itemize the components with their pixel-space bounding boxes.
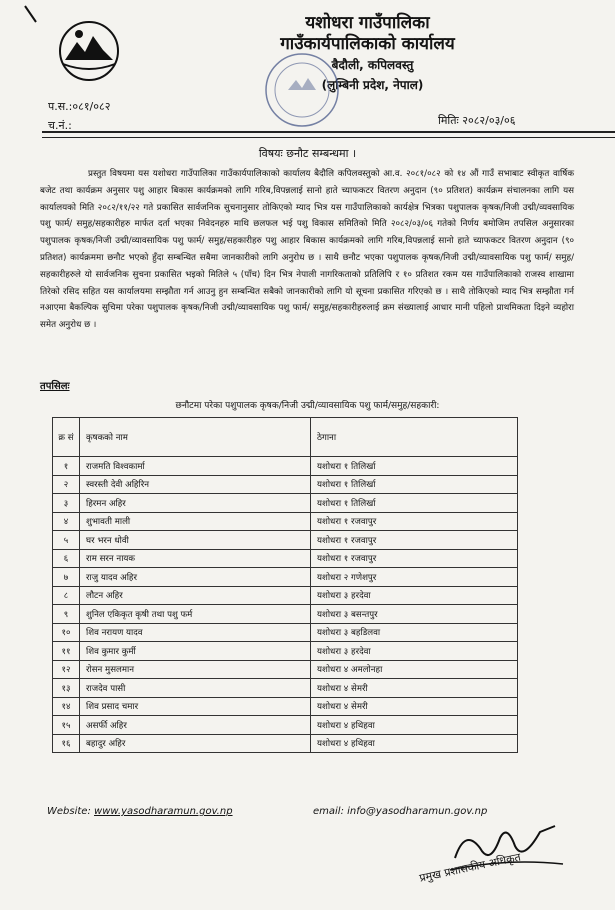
address-cell: यशोधरा २ गणेशपुर <box>311 568 518 587</box>
footer-website <box>47 806 233 817</box>
email-address[interactable]: info@yasodharamun.gov.np <box>347 806 488 817</box>
address-cell: यशोधरा ३ बसन्तपुर <box>311 605 518 624</box>
serial-cell: ७ <box>53 568 80 587</box>
office-province: (लुम्बिनी प्रदेश, नेपाल) <box>321 78 424 92</box>
office-stamp <box>262 50 342 130</box>
table-row <box>53 568 518 587</box>
farmer-name-cell: शिव प्रसाद चमार <box>80 697 311 716</box>
serial-cell: ९ <box>53 605 80 624</box>
farmer-name-cell: राम सरन नायक <box>80 549 311 568</box>
address-cell: यशोधरा १ तिलिर्खा <box>311 494 518 513</box>
footer-email <box>313 806 487 817</box>
address-cell: यशोधरा ४ सेमरी <box>311 697 518 716</box>
serial-cell: ५ <box>53 531 80 550</box>
subject-line: विषयः छनौट सम्बन्धमा । <box>258 147 357 160</box>
selected-farmers-table <box>52 417 518 753</box>
website-label: Website: <box>47 806 91 817</box>
serial-cell: १४ <box>53 697 80 716</box>
farmer-name-cell: रोसन मुसलमान <box>80 660 311 679</box>
farmer-name-cell: घर भरन धोवी <box>80 531 311 550</box>
farmer-name-cell: राजु यादव अहिर <box>80 568 311 587</box>
serial-cell: १० <box>53 623 80 642</box>
address-cell: यशोधरा ४ सेमरी <box>311 679 518 698</box>
column-header-name: कृषकको नाम <box>80 418 311 457</box>
table-row <box>53 642 518 661</box>
serial-cell: १२ <box>53 660 80 679</box>
address-cell: यशोधरा ४ हथिहवा <box>311 734 518 753</box>
column-header-address: ठेगाना <box>311 418 518 457</box>
corner-slash-mark <box>0 0 40 40</box>
table-header-row <box>53 418 518 457</box>
serial-cell: ६ <box>53 549 80 568</box>
municipality-logo-icon <box>57 20 121 82</box>
address-cell: यशोधरा १ रजवापुर <box>311 512 518 531</box>
serial-cell: २ <box>53 475 80 494</box>
table-row <box>53 475 518 494</box>
address-cell: यशोधरा १ रजवापुर <box>311 531 518 550</box>
table-row <box>53 549 518 568</box>
details-heading: तपसिलः <box>40 381 70 392</box>
table-row <box>53 679 518 698</box>
farmer-name-cell: राजमति विश्वकार्मा <box>80 457 311 476</box>
email-label: email: <box>313 806 344 817</box>
farmer-name-cell: शुभावती माली <box>80 512 311 531</box>
address-cell: यशोधरा ४ अमलोनहा <box>311 660 518 679</box>
address-cell: यशोधरा ४ हथिहवा <box>311 716 518 735</box>
reference-number: प.स.:०८१/०८२ <box>48 100 111 113</box>
address-cell: यशोधरा ३ हरदेवा <box>311 642 518 661</box>
farmer-name-cell: लौटन अहिर <box>80 586 311 605</box>
serial-cell: १६ <box>53 734 80 753</box>
table-row <box>53 605 518 624</box>
farmer-name-cell: स्वरस्ती देवी अहिरिन <box>80 475 311 494</box>
dispatch-number: च.नं.: <box>48 119 72 132</box>
farmer-name-cell: हिरमन अहिर <box>80 494 311 513</box>
header-divider-thin <box>42 137 615 138</box>
table-row <box>53 494 518 513</box>
serial-cell: ८ <box>53 586 80 605</box>
signatory-title: प्रमुख प्रशासकीय अधिकृत <box>418 850 522 885</box>
website-link[interactable]: www.yasodharamun.gov.np <box>94 806 233 817</box>
column-header-serial: क्र सं <box>53 418 80 457</box>
table-row <box>53 457 518 476</box>
table-row <box>53 512 518 531</box>
address-cell: यशोधरा १ तिलिर्खा <box>311 457 518 476</box>
address-cell: यशोधरा १ रजवापुर <box>311 549 518 568</box>
farmer-name-cell: असर्फी अहिर <box>80 716 311 735</box>
serial-cell: १३ <box>53 679 80 698</box>
header-divider <box>42 131 615 133</box>
serial-cell: १ <box>53 457 80 476</box>
table-row <box>53 586 518 605</box>
address-cell: यशोधरा १ तिलिर्खा <box>311 475 518 494</box>
office-location: बैदौली, कपिलवस्तु <box>331 58 414 72</box>
table-row <box>53 660 518 679</box>
farmer-name-cell: बहादुर अहिर <box>80 734 311 753</box>
table-row <box>53 623 518 642</box>
office-subtitle: गाउँकार्यपालिकाको कार्यालय <box>280 34 455 54</box>
table-row <box>53 734 518 753</box>
notice-body: प्रस्तुत विषयमा यस यशोधरा गाउँपालिका गाउँकार्यपालिकाको कार्यालय बैदौलि कपिलवस्तुको आ.व. २०८१/०८२ को १४ औं गाउँ सभाबाट स्वीकृत वार्षिक बजेट तथा कार्यक्रम अनुसार पशु आहार बिकास कार्यक्रमको लागि गरिब,विपन्नलाई सानो हाते च्याफकटर वितरण अनुदान (९० प्रतिशत) कार्यक्रम संचालनका लागि यस कार्यालयको मिति २०८२/११/२२ गते प्रकासित सार्वजनिक सुचनानुसार तोकिएको म्याद भित्र यस गाउँपालिकाको कार्यक्षेत्र भित्रका पशुपालक कृषक/निजी उद्मी/व्यवसायिक पशु फार्म/ समुह/सहकारीहरु मार्फत दर्ता भएका निवेदनहरु माथि छलफल भई पशु विकास समितिको मिति २०८२/०३/०६ गतेको निर्णय बमोजिम तपसिल अनुसारका पशुपालक कृषक/निजी उद्मी/व्यावसायिक पशु फार्म/ समुह/सहकारीहरु पशु आहार बिकास कार्यक्रमको लागि गरिब,विपन्नलाई सानो हाते च्याफकटर वितरण अनुदान (९० प्रतिशत) कार्यक्रममा छनौट भएको हुँदा सम्बन्धित सबैमा जानकारीको लागि अनुरोध छ । साथै छनौट भएका पशुपालक कृषक/निजी उद्मी/व्यावसायिक पशु फार्म/ समुह/सहकारीहरुले यो सार्वजनिक सुचना प्रकासित भइको मितिले ५ (पाँच) दिन भित्र नेपाली नागरिकताको प्रतिलिपि र १० प्रतिशत रकम यस गाउँपालिकाको राजस्व शाखामा तिरेको रसिद सहित यस कार्यालयमा सम्झौता गर्न आउनु हुन सम्बन्धित सबैको जानकारीको लागि यो सूचना प्रकासित गरिएको छ । साथै तोकिएको म्याद भित्र सम्झौता गर्न नआएमा बैकल्पिक सुचिमा परेका पशुपालक कृषक/निजी उद्मी/व्यावसायिक पशु फार्म/ समुह/सहकारीहरुलाई क्रम संख्यालाई आधार मानी पहिलो प्राथमिकता दिइने व्यहोरा समेत अनुरोध छ । <box>40 169 574 331</box>
address-cell: यशोधरा ३ बहडिलवा <box>311 623 518 642</box>
serial-cell: ११ <box>53 642 80 661</box>
serial-cell: १५ <box>53 716 80 735</box>
table-caption: छनौटमा परेका पशुपालक कृषक/निजी उद्मी/व्यावसायिक पशु फार्म/समुह/सहकारी: <box>175 401 440 411</box>
address-cell: यशोधरा ३ हरदेवा <box>311 586 518 605</box>
table-row <box>53 697 518 716</box>
farmer-name-cell: शिव कुमार कुर्मी <box>80 642 311 661</box>
table-row <box>53 716 518 735</box>
table-row <box>53 531 518 550</box>
serial-cell: ४ <box>53 512 80 531</box>
office-name: यशोधरा गाउँपालिका <box>305 13 430 33</box>
farmer-name-cell: शिव नरायण यादव <box>80 623 311 642</box>
letter-date: मितिः २०८२/०३/०६ <box>438 114 516 127</box>
farmer-name-cell: राजदेव पासी <box>80 679 311 698</box>
serial-cell: ३ <box>53 494 80 513</box>
farmer-name-cell: शुनिल एकिकृत कृषी तथा पशु फर्म <box>80 605 311 624</box>
